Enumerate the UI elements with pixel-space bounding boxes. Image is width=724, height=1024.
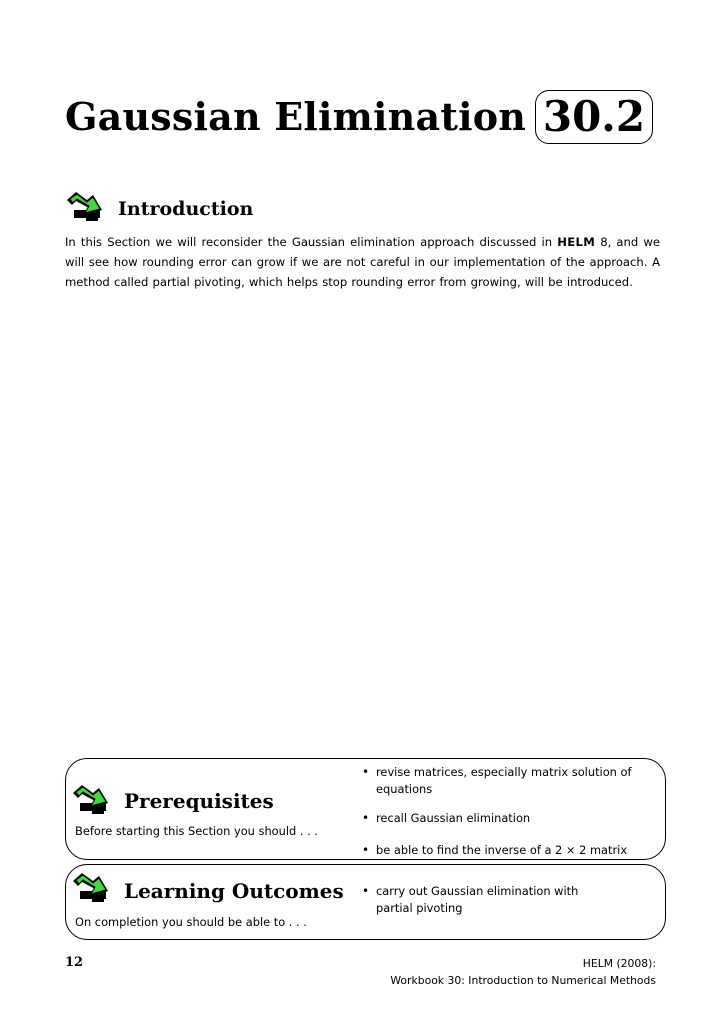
prerequisites-subtext: Before starting this Section you should . . .	[75, 824, 318, 838]
intro-line-2: will see how rounding error can grow if we are not careful in our implementation of the approach. A	[65, 255, 660, 269]
page-number: 12	[65, 955, 84, 970]
helm-label: HELM	[557, 235, 596, 249]
prerequisites-box	[65, 758, 666, 860]
learning-outcomes-heading: Learning Outcomes	[124, 879, 344, 903]
arrow-icon	[64, 188, 106, 224]
introduction-heading: Introduction	[118, 198, 254, 220]
page-title: Gaussian Elimination	[65, 94, 527, 139]
list-item-text: revise matrices, especially matrix solution of	[376, 765, 632, 779]
list-item	[362, 764, 631, 798]
footer-line-1: HELM (2008):	[582, 957, 656, 970]
intro-line-1-end: 8, and we	[600, 235, 660, 249]
learning-outcomes-subtext: On completion you should be able to . . .	[75, 915, 307, 929]
list-item	[362, 883, 578, 917]
section-number-badge: 30.2	[535, 90, 653, 144]
arrow-icon	[70, 869, 112, 905]
learning-outcomes-box	[65, 864, 666, 940]
prerequisites-heading: Prerequisites	[124, 789, 274, 813]
intro-line-3: method called partial pivoting, which helps stop rounding error from growing, will be introduced.	[65, 275, 633, 289]
list-item-text: carry out Gaussian elimination with	[376, 884, 579, 898]
list-item-text: partial pivoting	[376, 901, 463, 915]
list-item: • recall Gaussian elimination	[362, 810, 530, 827]
footer-line-2: Workbook 30: Introduction to Numerical Methods	[390, 974, 656, 987]
footer-citation	[390, 955, 656, 989]
intro-line-1	[65, 232, 660, 252]
arrow-icon	[70, 781, 112, 817]
introduction-text	[65, 232, 660, 292]
intro-line-1-start: In this Section we will reconsider the Gaussian elimination approach discussed in	[65, 235, 553, 249]
list-item: • be able to find the inverse of a 2 × 2 matrix	[362, 842, 627, 859]
list-item-text: equations	[376, 782, 433, 796]
